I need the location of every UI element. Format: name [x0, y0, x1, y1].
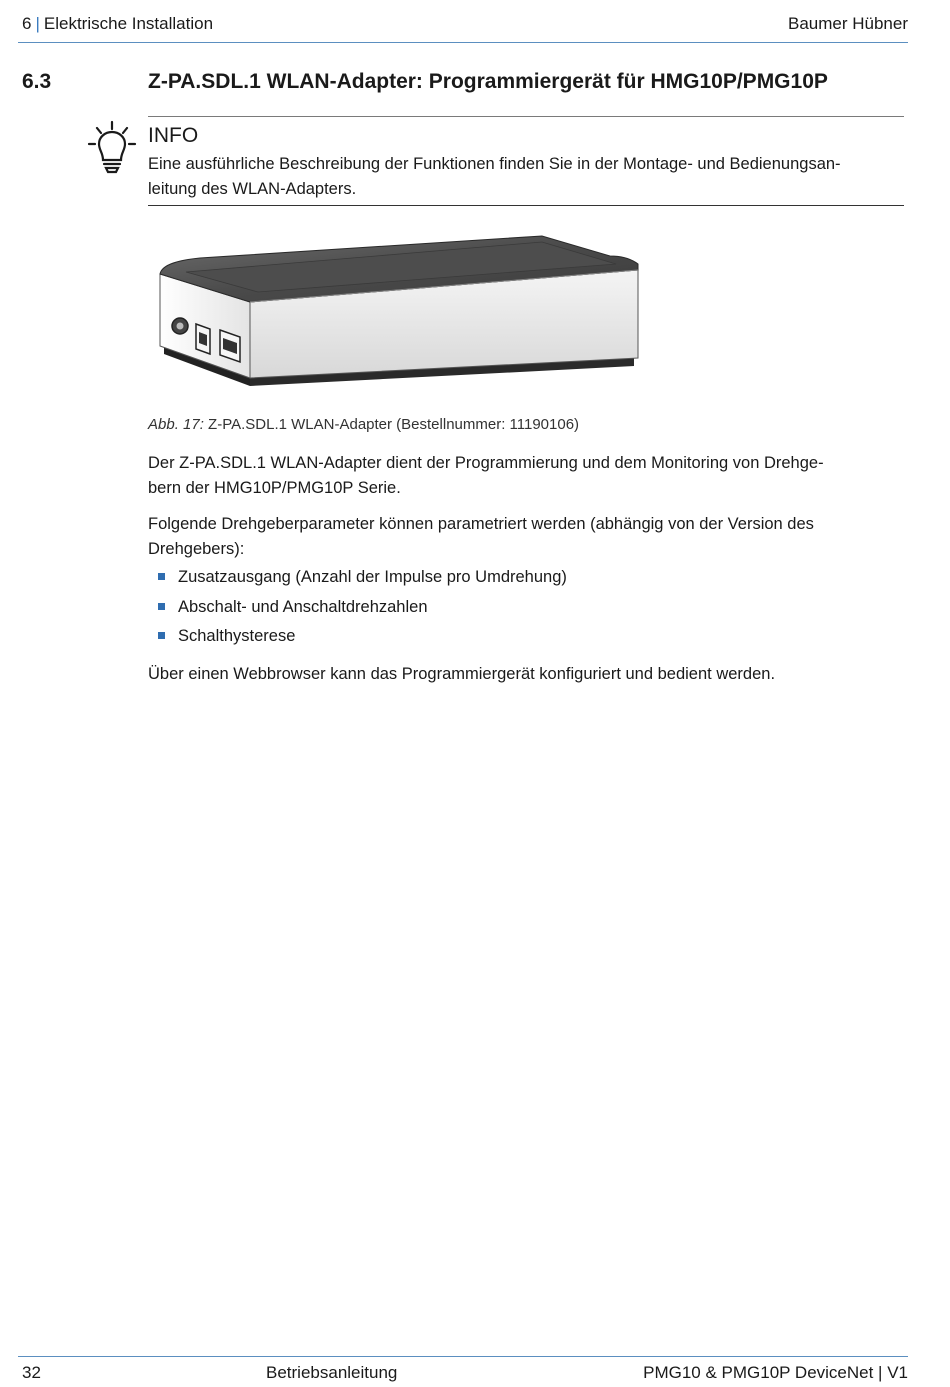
chapter-title: Elektrische Installation — [43, 14, 214, 33]
paragraph-line: Der Z-PA.SDL.1 WLAN-Adapter dient der Programmierung und dem Monitoring von Drehge- — [148, 454, 824, 472]
figure-caption — [148, 416, 579, 433]
section-title: Z-PA.SDL.1 WLAN-Adapter: Programmiergerät für HMG10P/PMG10P — [148, 70, 828, 93]
paragraph-line: bern der HMG10P/PMG10P Serie. — [148, 479, 401, 497]
bullet-square-icon — [158, 632, 165, 639]
bullet-square-icon — [158, 603, 165, 610]
info-bottom-rule — [148, 205, 904, 206]
caption-label: Abb. 17: — [148, 416, 204, 433]
paragraph-line: Drehgebers): — [148, 540, 245, 558]
chapter-number: 6 — [22, 14, 32, 33]
info-text-line: leitung des WLAN-Adapters. — [148, 180, 357, 198]
header-chapter — [22, 14, 213, 34]
lightbulb-icon — [86, 120, 138, 176]
info-text-line: Eine ausführliche Beschreibung der Funktionen finden Sie in der Montage- und Bedienungsan- — [148, 155, 841, 173]
page-number: 32 — [22, 1363, 41, 1382]
info-top-rule — [148, 116, 904, 117]
list-item — [158, 625, 567, 655]
caption-text: Z-PA.SDL.1 WLAN-Adapter (Bestellnummer: 11190106) — [203, 416, 580, 433]
header-separator: | — [35, 14, 40, 33]
paragraph-intro — [148, 451, 904, 501]
paragraph-parameters — [148, 512, 904, 562]
info-text — [148, 152, 904, 202]
footer-product: PMG10 & PMG10P DeviceNet | V1 — [643, 1363, 908, 1382]
bullet-square-icon — [158, 573, 165, 580]
page-header — [18, 12, 908, 43]
list-item — [158, 566, 567, 596]
paragraph-webbrowser: Über einen Webbrowser kann das Programmiergerät konfiguriert und bedient werden. — [148, 665, 776, 683]
list-item-text: Schalthysterese — [178, 627, 296, 645]
list-item-text: Abschalt- und Anschaltdrehzahlen — [178, 597, 428, 616]
header-brand: Baumer Hübner — [787, 14, 908, 33]
info-label: INFO — [148, 124, 199, 147]
parameter-list — [158, 566, 567, 655]
page-footer — [18, 1356, 908, 1387]
paragraph-line: Folgende Drehgeberparameter können parametriert werden (abhängig von der Version des — [148, 515, 814, 533]
footer-doc-type: Betriebsanleitung — [266, 1363, 398, 1382]
section-number: 6.3 — [22, 70, 52, 93]
list-item — [158, 596, 567, 626]
list-item-text: Zusatzausgang (Anzahl der Impulse pro Umdrehung) — [178, 568, 567, 586]
wlan-adapter-illustration — [150, 228, 650, 396]
